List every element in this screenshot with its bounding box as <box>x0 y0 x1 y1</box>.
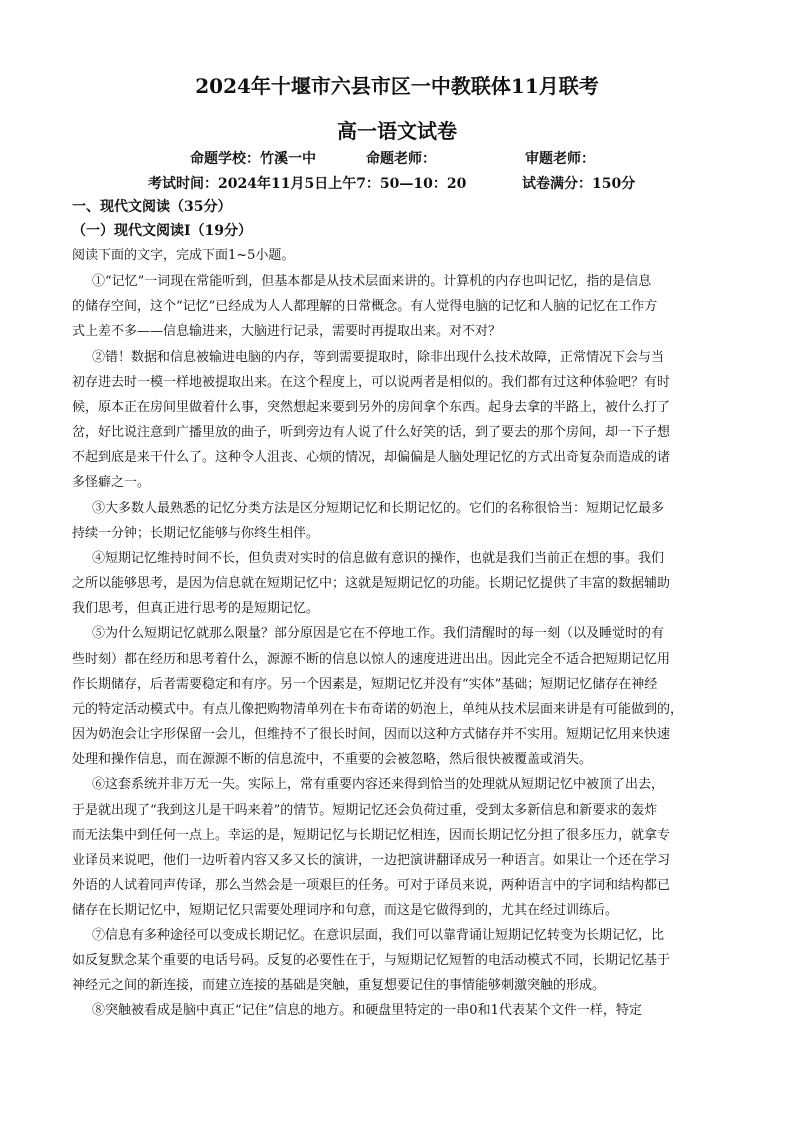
passage-line: 如反复默念某个重要的电话号码。反复的必要性在于，与短期记忆短暂的电活动模式不同，长期记忆基于 <box>72 953 671 968</box>
passage-line: ⑦信息有多种途径可以变成长期记忆。在意识层面，我们可以靠背诵让短期记忆转变为长期记忆，比 <box>92 928 665 943</box>
passage-line: 于是就出现了“我到这儿是干吗来着”的情节。短期记忆还会负荷过重，受到太多新信息和新要求的轰炸 <box>72 803 658 818</box>
passage-line: ⑤为什么短期记忆就那么限量？部分原因是它在不停地工作。我们清醒时的每一刻（以及睡觉时的有 <box>92 626 665 641</box>
reviewer-label: 审题老师： <box>525 151 595 167</box>
passage-line: 作长期储存，后者需要稳定和有序。另一个因素是，短期记忆并没有“实体”基础；短期记忆储存在神经 <box>72 677 658 692</box>
passage-line: 多怪癖之一。 <box>72 475 151 490</box>
passage-line: ①“记忆”一词现在常能听到，但基本都是从技术层面来讲的。计算机的内存也叫记忆，指的是信息 <box>92 274 652 289</box>
passage-line: 我们思考，但真正进行思考的是短期记忆。 <box>72 601 320 616</box>
passage-line: 岔，好比说注意到广播里放的曲子，听到旁边有人说了什么好笑的话，到了要去的那个房间，却一下子想 <box>72 425 671 440</box>
passage-line: 而无法集中到任何一点上。幸运的是，短期记忆与长期记忆相连，因而长期记忆分担了很多压力，就拿专 <box>72 828 671 843</box>
passage-line: ⑧突触被看成是脑中真正“记住”信息的地方。和硬盘里特定的一串0和1代表某个文件一样，特定 <box>92 1003 642 1018</box>
passage-line: 储存在长期记忆中，短期记忆只需要处理词序和句意，而这是它做得到的，尤其在经过训练后。 <box>72 903 619 918</box>
exam-title: 2024年十堰市六县市区一中教联体11月联考 <box>195 74 599 98</box>
reading-instruction: 阅读下面的文字，完成下面1~5小题。 <box>72 248 295 263</box>
section-heading: 一、现代文阅读（35分） <box>72 199 232 215</box>
exam-time: 考试时间：2024年11月5日上午7：50—10：20 <box>148 176 467 192</box>
passage-line: ③大多数人最熟悉的记忆分类方法是区分短期记忆和长期记忆的。它们的名称很恰当：短期记忆最多 <box>92 501 665 516</box>
passage-line: 因为奶泡会让字形保留一会儿，但维持不了很长时间，因而以这种方式储存并不实用。短期记忆用来快速 <box>72 727 671 742</box>
passage-line: ⑥这套系统并非万无一失。实际上，常有重要内容还来得到恰当的处理就从短期记忆中被顶了出去， <box>92 777 665 792</box>
exam-subtitle: 高一语文试卷 <box>337 119 457 143</box>
passage-line: ②错！数据和信息被输进电脑的内存，等到需要提取时，除非出现什么技术故障，正常情况下会与当 <box>92 350 665 365</box>
passage-line: 外语的人试着同声传译，那么当然会是一项艰巨的任务。可对于译员来说，两种语言中的字词和结构都已 <box>72 878 671 893</box>
passage-line: 的储存空间，这个“记忆”已经成为人人都理解的日常概念。有人觉得电脑的记忆和人脑的记忆在工作方 <box>72 299 658 314</box>
passage-line: 初存进去时一模一样地被提取出来。在这个程度上，可以说两者是相似的。我们都有过这种体验吧？有时 <box>72 375 671 390</box>
passage-line: 些时刻）都在经历和思考着什么，源源不断的信息以惊人的速度进进出出。因此完全不适合把短期记忆用 <box>72 652 671 667</box>
passage-line: 处理和操作信息，而在源源不断的信息流中，不重要的会被忽略，然后很快被覆盖或消失。 <box>72 752 593 767</box>
passage-line: ④短期记忆维持时间不长，但负责对实时的信息做有意识的操作，也就是我们当前正在想的事。我们 <box>92 551 665 566</box>
passage-line: 业译员来说吧，他们一边听着内容又多又长的演讲，一边把演讲翻译成另一种语言。如果让一个还在学习 <box>72 853 671 868</box>
author-label: 命题老师： <box>366 151 436 167</box>
passage-line: 持续一分钟；长期记忆能够与你终生相伴。 <box>72 526 320 541</box>
full-score: 试卷满分：150分 <box>522 176 636 192</box>
subsection-heading: （一）现代文阅读Ⅰ（19分） <box>72 223 253 239</box>
passage-line: 之所以能够思考，是因为信息就在短期记忆中；这就是短期记忆的功能。长期记忆提供了丰富的数据辅助 <box>72 576 671 591</box>
school-label: 命题学校：竹溪一中 <box>190 151 316 167</box>
passage-line: 不起到底是来干什么了。这种令人沮丧、心烦的情况，却偏偏是人脑处理记忆的方式出奇复杂而造成的诸 <box>72 450 671 465</box>
passage-line: 式上差不多——信息输进来，大脑进行记录，需要时再提取出来。对不对？ <box>72 324 502 339</box>
passage-line: 元的特定活动模式中。有点儿像把购物清单列在卡布奇诺的奶泡上，单纯从技术层面来讲是有可能做到的， <box>72 702 684 717</box>
passage-line: 候，原本正在房间里做着什么事，突然想起来要到另外的房间拿个东西。起身去拿的半路上，被什么打了 <box>72 400 671 415</box>
passage-line: 神经元之间的新连接，而建立连接的基础是突触，重复想要记住的事情能够刺激突触的形成。 <box>72 978 606 993</box>
